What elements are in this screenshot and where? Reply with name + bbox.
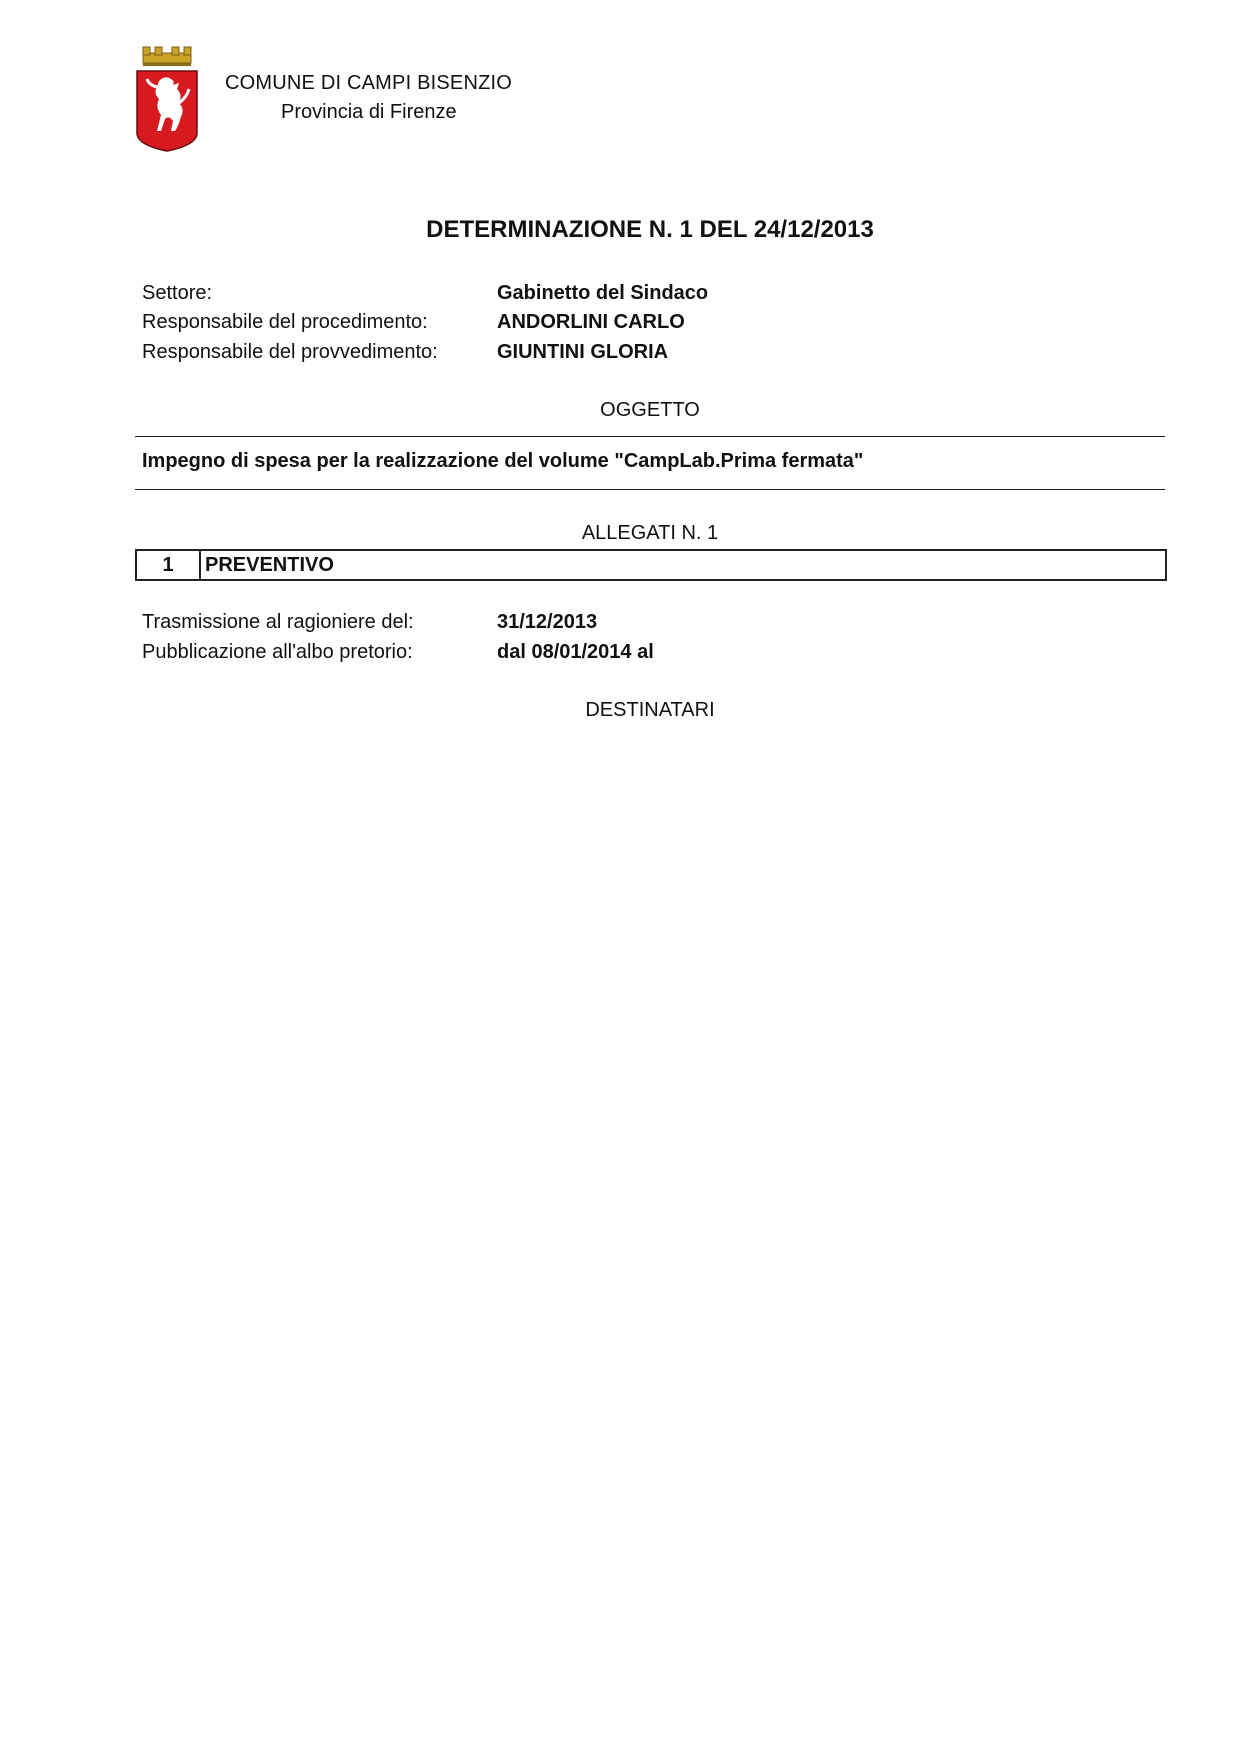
org-subtitle: Provincia di Firenze: [281, 101, 457, 123]
trasmissione-label: Trasmissione al ragioniere del:: [142, 611, 414, 633]
divider: [135, 489, 1165, 490]
org-name: COMUNE DI CAMPI BISENZIO: [225, 72, 513, 94]
info-label-settore: Settore:: [142, 282, 213, 304]
document-title: DETERMINAZIONE N. 1 DEL 24/12/2013: [426, 216, 874, 243]
municipal-crest-icon: [135, 45, 199, 157]
pubblicazione-label: Pubblicazione all'albo pretorio:: [142, 641, 413, 663]
info-label-responsabile-provvedimento: Responsabile del provvedimento:: [142, 341, 438, 363]
oggetto-heading: OGGETTO: [600, 399, 700, 421]
info-label-responsabile-procedimento: Responsabile del procedimento:: [142, 311, 428, 333]
pubblicazione-value: dal 08/01/2014 al: [497, 641, 654, 663]
info-value-responsabile-procedimento: ANDORLINI CARLO: [497, 311, 685, 333]
oggetto-text: Impegno di spesa per la realizzazione del volume "CampLab.Prima fermata": [142, 450, 864, 472]
destinatari-heading: DESTINATARI: [585, 699, 715, 721]
trasmissione-value: 31/12/2013: [497, 611, 598, 633]
divider: [135, 436, 1165, 437]
allegato-name: PREVENTIVO: [205, 554, 334, 576]
info-value-settore: Gabinetto del Sindaco: [497, 282, 709, 304]
info-value-responsabile-provvedimento: GIUNTINI GLORIA: [497, 341, 669, 363]
allegati-heading: ALLEGATI N. 1: [581, 522, 719, 544]
allegati-table: [135, 549, 1167, 581]
allegato-number: 1: [137, 551, 201, 579]
